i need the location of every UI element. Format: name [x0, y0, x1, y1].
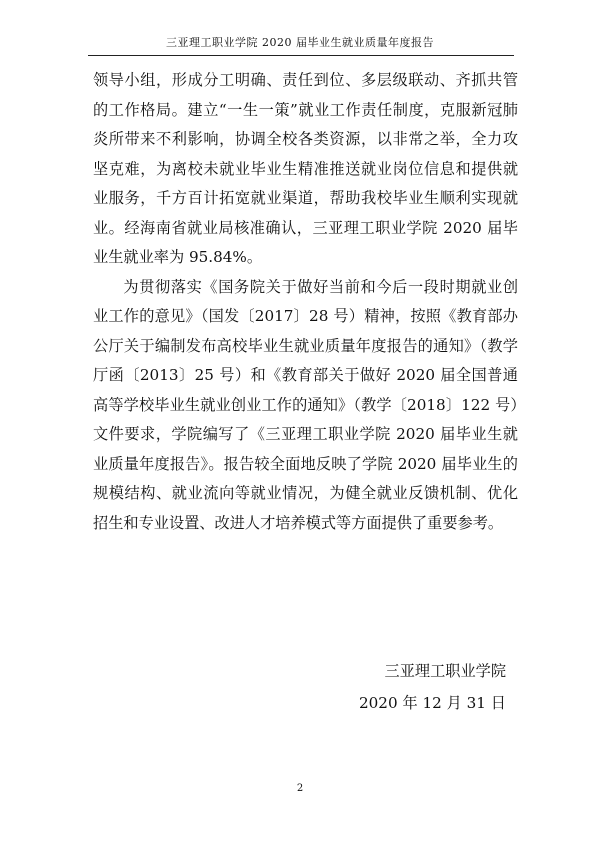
body-text — [93, 66, 518, 538]
signature-date: 2020 年 12 月 31 日 — [358, 694, 506, 712]
page-number: 2 — [296, 783, 304, 794]
paragraph-continuation: 领导小组，形成分工明确、责任到位、多层级联动、齐抓共管的工作格局。建立“一生一策”就业工作责任制度，克服新冠肺炎所带来不利影响，协调全校各类资源，以非常之举，全力攻坚克难，为离校未就业毕业生精准推送就业岗位信息和提供就业服务，千方百计拓宽就业渠道，帮助我校毕业生顺利实现就业。经海南省就业局核准确认，三亚理工职业学院 2020 届毕业生就业率为 95.84%。 — [93, 71, 518, 266]
paragraph-purpose: 为贯彻落实《国务院关于做好当前和今后一段时期就业创业工作的意见》（国发〔2017〕28 号）精神，按照《教育部办公厅关于编制发布高校毕业生就业质量年度报告的通知》（教学厅函〔2013〕25 号）和《教育部关于做好 2020 届全国普通高等学校毕业生就业创业工作的通知》（教学〔2018〕122 号）文件要求，学院编写了《三亚理工职业学院 2020 届毕业生就业质量年度报告》。报告较全面地反映了学院 2020 届毕业生的规模结构、就业流向等就业情况，为健全就业反馈机制、优化招生和专业设置、改进人才培养模式等方面提供了重要参考。 — [93, 277, 518, 532]
signature-organization: 三亚理工职业学院 — [384, 662, 506, 680]
running-header: 三亚理工职业学院 2020 届毕业生就业质量年度报告 — [166, 36, 434, 49]
header-rule — [88, 55, 514, 56]
